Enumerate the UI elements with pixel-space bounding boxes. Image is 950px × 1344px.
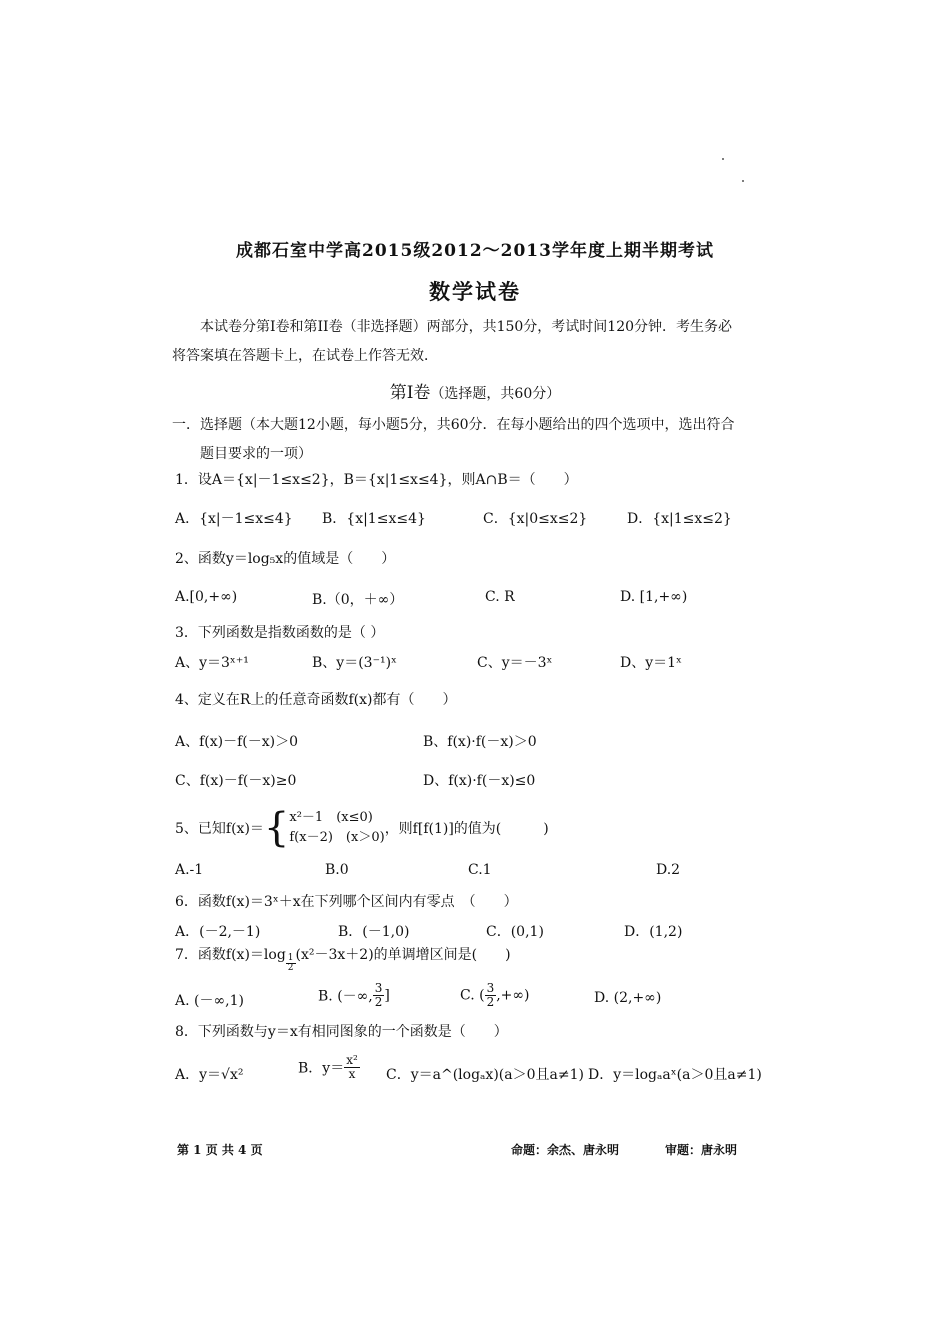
q7-log-base: [286, 954, 296, 973]
question-3-option-c: C、y＝－3ˣ: [477, 655, 553, 671]
q8-optb-num: x²: [346, 1053, 358, 1067]
q7-stem-suffix: (x²－3x＋2)的单调增区间是( ): [295, 947, 511, 963]
q7-optc-num: 3: [486, 981, 495, 995]
q5-stem-prefix: 5、已知f(x)＝: [175, 821, 264, 837]
question-2-option-b: B.（0，＋∞）: [312, 592, 404, 608]
footer-reviewer: 审题：唐永明: [665, 1143, 738, 1157]
question-2-option-c: C. R: [485, 589, 515, 605]
part1-heading: [0, 378, 950, 403]
question-7-option-d: D. (2,+∞): [594, 990, 662, 1006]
question-8-option-b: [298, 1054, 360, 1081]
q7-optc-suffix: ,+∞): [496, 987, 530, 1004]
question-6-option-d: D．(1,2): [624, 924, 683, 940]
q5-piecewise: [289, 808, 384, 848]
question-3-option-d: D、y＝1ˣ: [620, 655, 682, 671]
q7-optc-prefix: C. (: [460, 987, 485, 1004]
q7-optb-num: 3: [374, 981, 383, 995]
q5-stem-suffix: ，则f[f(1)]的值为( ): [384, 821, 549, 837]
q7-log-base-den: 2: [287, 963, 294, 973]
q7-optb-den: 2: [374, 995, 383, 1009]
question-5-stem: [175, 805, 549, 851]
q8-optb-den: x: [348, 1067, 356, 1081]
question-7-option-b: [318, 982, 390, 1009]
question-3-option-a: A、y＝3ˣ⁺¹: [175, 655, 249, 671]
question-6-stem: 6．函数f(x)＝3ˣ＋x在下列哪个区间内有零点 （ ）: [175, 894, 518, 910]
q7-optb-prefix: B. (－∞,: [318, 988, 373, 1005]
q7-log-base-num: 1: [287, 953, 294, 963]
question-1-stem: 1．设A＝{x|－1≤x≤2}，B＝{x|1≤x≤4}，则A∩B＝（ ）: [175, 472, 578, 488]
question-2-option-a: A.[0,+∞): [175, 589, 238, 605]
question-2-option-d: D. [1,+∞): [620, 589, 688, 605]
footer-page-number: 第 1 页 共 4 页: [177, 1143, 263, 1157]
q7-optc-frac: [485, 982, 497, 1009]
question-2-stem: 2、函数y＝log₅x的值域是（ ）: [175, 551, 396, 567]
q7-optb-frac: [373, 982, 385, 1009]
question-8-stem: 8．下列函数与y＝x有相同图象的一个函数是（ ）: [175, 1024, 508, 1040]
question-7-stem: [175, 944, 511, 973]
question-5-option-d: D.2: [656, 862, 681, 878]
question-8-option-d: D．y＝logₐaˣ(a＞0且a≠1): [588, 1067, 762, 1083]
question-1-option-b: B．{x|1≤x≤4}: [322, 511, 426, 527]
question-3-stem: 3．下列函数是指数函数的是（ ）: [175, 625, 385, 641]
footer-authors: 命题：余杰、唐永明: [511, 1143, 620, 1157]
scan-speck: [722, 158, 724, 160]
part1-title: 第Ⅰ卷: [389, 383, 431, 403]
q5-left-brace: {: [263, 805, 290, 851]
question-8-option-a: A．y＝√x²: [175, 1067, 244, 1083]
question-7-option-a: A. (－∞,1): [175, 993, 244, 1009]
question-8-option-c: C．y＝a^(logₐx)(a＞0且a≠1): [386, 1067, 584, 1083]
question-4-stem: 4、定义在R上的任意奇函数f(x)都有（ ）: [175, 692, 457, 708]
question-5-option-c: C.1: [468, 862, 492, 878]
intro-line-2: 将答案填在答题卡上，在试卷上作答无效．: [172, 348, 438, 364]
part1-subtitle: （选择题，共60分）: [430, 386, 561, 402]
scan-speck: [742, 180, 744, 182]
question-4-option-c: C、f(x)－f(－x)≥0: [175, 773, 297, 789]
q5-case-1: x²－1 (x≤0): [289, 810, 373, 825]
q5-case-2: f(x－2) (x＞0): [289, 830, 385, 845]
subject-title: 数学试卷: [429, 279, 521, 304]
q7-optb-suffix: ]: [384, 987, 390, 1004]
question-7-option-c: [460, 982, 530, 1009]
q7-stem-prefix: 7．函数f(x)＝log: [175, 947, 286, 963]
question-6-option-b: B．(－1,0): [338, 924, 410, 940]
question-4-option-d: D、f(x)·f(－x)≤0: [423, 773, 536, 789]
section1-line-2: 题目要求的一项）: [200, 446, 312, 462]
question-6-option-a: A．(－2,－1): [175, 924, 261, 940]
question-1-option-c: C．{x|0≤x≤2}: [483, 511, 588, 527]
section1-line-1: 一．选择题（本大题12小题，每小题5分，共60分．在每小题给出的四个选项中，选出符合: [172, 417, 735, 433]
question-5-option-b: B.0: [325, 862, 349, 878]
question-1-option-a: A．{x|－1≤x≤4}: [175, 511, 293, 527]
question-6-option-c: C．(0,1): [486, 924, 544, 940]
q8-optb-prefix: B．y＝: [298, 1060, 345, 1077]
question-1-option-d: D．{x|1≤x≤2}: [627, 511, 732, 527]
q7-optc-den: 2: [486, 995, 495, 1009]
question-5-option-a: A.-1: [175, 862, 204, 878]
q8-optb-frac: [344, 1054, 360, 1081]
question-3-option-b: B、y＝(3⁻¹)ˣ: [312, 655, 397, 671]
question-4-option-a: A、f(x)－f(－x)＞0: [175, 734, 299, 750]
intro-line-1: 本试卷分第I卷和第II卷（非选择题）两部分，共150分，考试时间120分钟．考生务必: [200, 319, 733, 335]
question-4-option-b: B、f(x)·f(－x)＞0: [423, 734, 537, 750]
exam-title: 成都石室中学高2015级2012～2013学年度上期半期考试: [236, 241, 714, 261]
